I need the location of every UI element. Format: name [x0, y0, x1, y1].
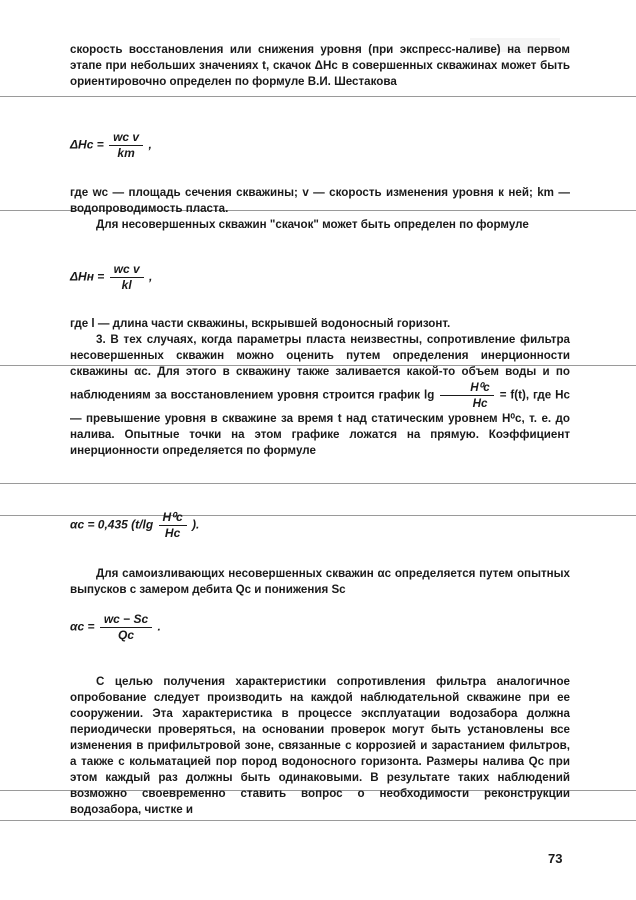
paragraph	[70, 566, 570, 598]
page-number: 73	[548, 851, 563, 866]
formula-shestakov: ΔHc = $\frac{\text{wc v}}{km}$ ,	[70, 130, 152, 160]
para-1: скорость восстановления или снижения уровня (при экспресс-наливе) на первом этапе при небольших значениях t, скачок ΔHc в совершенных скважинах может быть ориентировочно определен по формуле В.И. Шестакова	[70, 43, 570, 88]
fraction: $\frac{\text{wc v}}{kl}$	[110, 262, 144, 293]
para-3: Для несовершенных скважин "скачок" может быть определен по формуле	[96, 218, 529, 231]
fraction: $\frac{wc - Sc}{Qc}$	[100, 612, 152, 643]
paragraph	[70, 185, 570, 233]
paragraph	[70, 674, 570, 818]
formula-selfflowing: αc = $\frac{wc - Sc}{Qc}$ .	[70, 612, 161, 642]
formula-inertia: αc = 0,435 (t/lg $\frac{\text{H⁰c}}{Hc}$ ).	[70, 510, 200, 540]
para-7: С целью получения характеристики сопротивления фильтра аналогичное опробование следует производить на каждой наблюдательной скважине при ее сооружении. Эта характеристика в процессе эксплуатации водозабора должна периодически проверяться, на основании проверок могут быть установлены все изменения в прифильтровой зоне, связанные с коррозией и зарастанием фильтров, а также с кольматацией пор пород водоносного горизонта. Размеры налива Qc при этом каждый раз должны быть одинаковыми. В результате таких наблюдений возможно своевременно ставить вопрос о необходимости реконструкции водозабора, чистке и	[70, 675, 570, 816]
fraction: $\frac{\text{H⁰c}}{Hc}$	[159, 510, 187, 541]
paragraph	[70, 42, 570, 90]
para-5: 3. В тех случаях, когда параметры пласта неизвестны, сопротивление фильтра несовершенных скважин можно оценить путем определения инерционности скважины αc. Для этого в скважину также заливается какой-то объем воды и по наблюдениям за восстановлением уровня строится график lg $\frac{\text{H⁰c}}{Hc}$ = f(t), где Hc — превышение уровня в скважине за время t над статическим уровнем H⁰c, т. е. до налива. Опытные точки на этом графике ложатся на прямую. Коэффициент инерционности определяется по формуле	[70, 333, 570, 457]
paragraph	[70, 316, 570, 459]
scan-line	[0, 820, 636, 821]
para-2: где wc — площадь сечения скважины; v — скорость изменения уровня к ней; km — водопроводимость пласта.	[70, 186, 570, 215]
para-4: где l — длина части скважины, вскрывшей водоносный горизонт.	[70, 317, 451, 330]
scan-line	[0, 96, 636, 97]
fraction: $\frac{\text{H⁰c}}{Hc}$	[440, 380, 493, 411]
fraction: $\frac{\text{wc v}}{km}$	[109, 130, 143, 161]
formula-incomplete: ΔHн = $\frac{\text{wc v}}{kl}$ ,	[70, 262, 153, 292]
scan-line	[0, 483, 636, 484]
para-6: Для самоизливающих несовершенных скважин αc определяется путем опытных выпусков с замером дебита Qc и понижения Sc	[70, 567, 570, 596]
